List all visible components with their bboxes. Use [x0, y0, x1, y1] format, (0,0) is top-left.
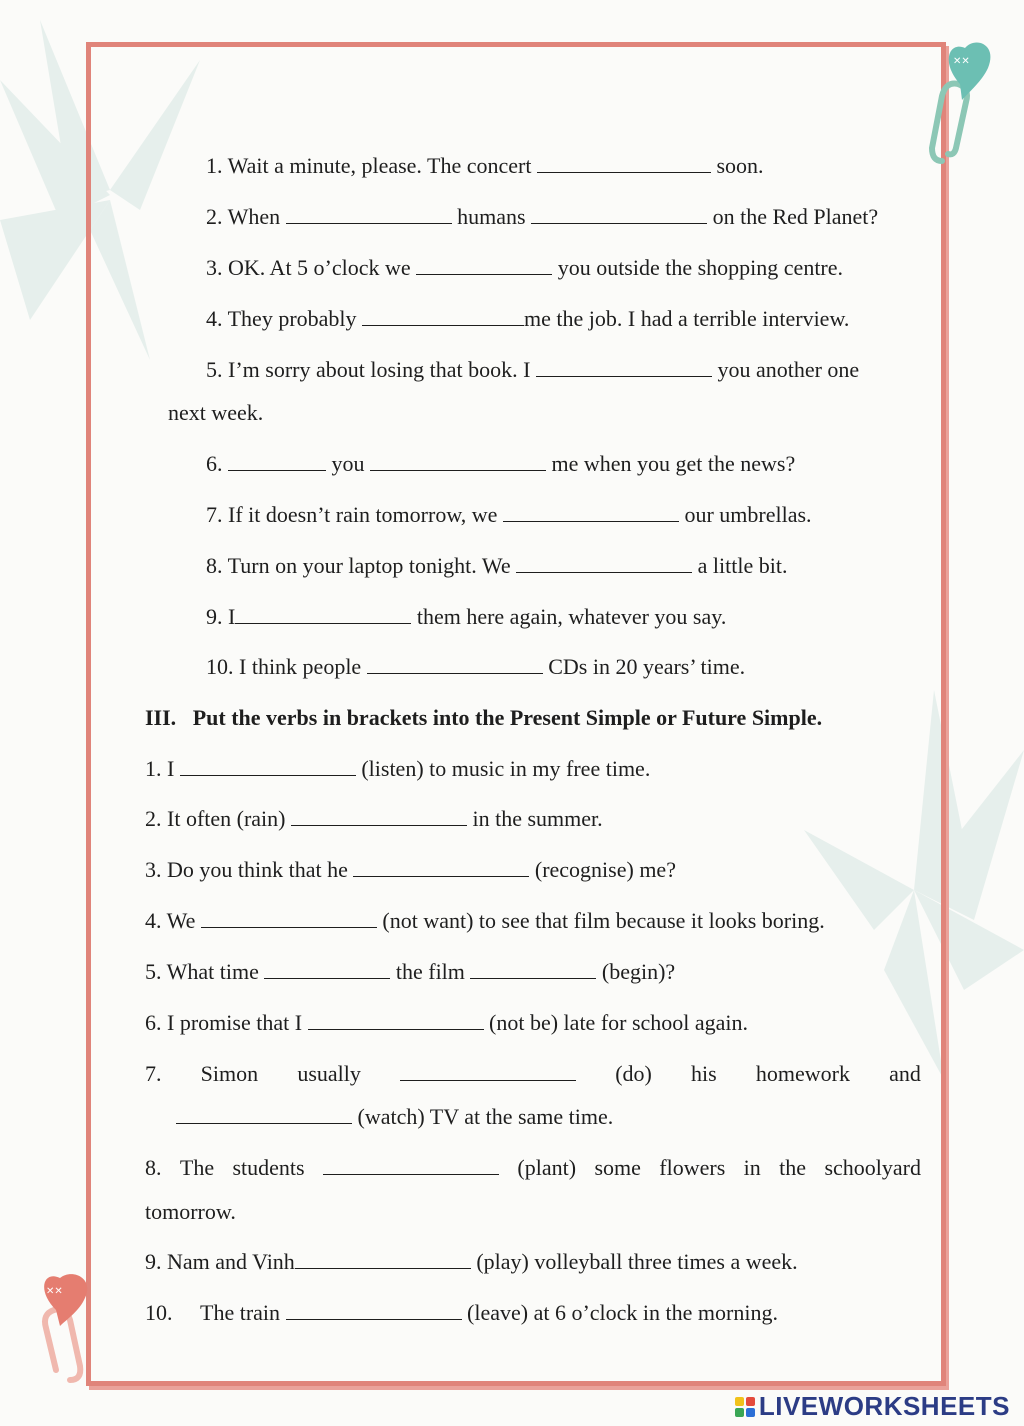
exercise-iii-item-7: 7. Simon usually (do) his homework and — [145, 1061, 921, 1086]
answer-blank[interactable] — [235, 622, 411, 624]
svg-text:✕✕: ✕✕ — [46, 1286, 63, 1297]
answer-blank[interactable] — [201, 926, 377, 928]
exercise-ii-item-10: 10. I think people CDs in 20 years’ time. — [206, 654, 746, 679]
exercise-ii-item-5-continuation: next week. — [168, 400, 264, 425]
answer-blank[interactable] — [362, 324, 524, 326]
answer-blank[interactable] — [367, 672, 543, 674]
liveworksheets-logo: LIVEWORKSHEETS — [735, 1391, 1010, 1422]
section-heading: III. Put the verbs in brackets into the Present Simple or Future Simple. — [145, 705, 823, 730]
answer-blank[interactable] — [286, 222, 452, 224]
answer-blank[interactable] — [353, 875, 529, 877]
exercise-ii-item-7: 7. If it doesn’t rain tomorrow, we our umbrellas. — [206, 502, 812, 527]
logo-mark-icon — [735, 1397, 755, 1417]
exercise-iii-item-9: 9. Nam and Vinh (play) volleyball three times a week. — [145, 1249, 798, 1274]
answer-blank[interactable] — [291, 824, 467, 826]
exercise-iii-item-6: 6. I promise that I (not be) late for school again. — [145, 1010, 749, 1035]
exercise-iii-item-8-continuation: tomorrow. — [145, 1199, 236, 1224]
exercise-iii-item-5: 5. What time the film (begin)? — [145, 959, 676, 984]
answer-blank[interactable] — [286, 1318, 462, 1320]
exercise-ii-item-4: 4. They probably me the job. I had a terrible interview. — [206, 306, 850, 331]
exercise-iii-item-1: 1. I (listen) to music in my free time. — [145, 756, 651, 781]
svg-text:✕✕: ✕✕ — [953, 56, 970, 67]
exercise-ii-item-5: 5. I’m sorry about losing that book. I you another one — [206, 357, 860, 382]
answer-blank[interactable] — [537, 171, 711, 173]
exercise-iii-item-3: 3. Do you think that he (recognise) me? — [145, 857, 676, 882]
exercise-ii-item-6: 6. you me when you get the news? — [206, 451, 796, 476]
answer-blank[interactable] — [370, 469, 546, 471]
answer-blank[interactable] — [531, 222, 707, 224]
answer-blank[interactable] — [470, 977, 596, 979]
answer-blank[interactable] — [323, 1173, 499, 1175]
paperclip-heart-icon — [920, 36, 1000, 176]
answer-blank[interactable] — [264, 977, 390, 979]
exercise-ii-item-9: 9. I them here again, whatever you say. — [206, 604, 727, 629]
exercise-ii-item-1: 1. Wait a minute, please. The concert soon. — [206, 153, 764, 178]
answer-blank[interactable] — [536, 375, 712, 377]
answer-blank[interactable] — [503, 520, 679, 522]
answer-blank[interactable] — [295, 1267, 471, 1269]
answer-blank[interactable] — [516, 571, 692, 573]
answer-blank[interactable] — [400, 1079, 576, 1081]
paperclip-heart-icon-bottom — [30, 1270, 110, 1390]
exercise-iii-item-8: 8. The students (plant) some flowers in the schoolyard — [145, 1155, 921, 1180]
exercise-iii-item-7-continuation: (watch) TV at the same time. — [176, 1103, 613, 1131]
exercise-iii-item-2: 2. It often (rain) in the summer. — [145, 806, 603, 831]
exercise-iii-item-4: 4. We (not want) to see that film because it looks boring. — [145, 908, 825, 933]
answer-blank[interactable] — [180, 774, 356, 776]
answer-blank[interactable] — [416, 273, 552, 275]
answer-blank[interactable] — [176, 1122, 352, 1124]
answer-blank[interactable] — [228, 469, 326, 471]
answer-blank[interactable] — [308, 1028, 484, 1030]
exercise-iii-item-10: 10. The train (leave) at 6 o’clock in the morning. — [145, 1300, 778, 1325]
exercise-ii-item-3: 3. OK. At 5 o’clock we you outside the shopping centre. — [206, 255, 844, 280]
exercise-ii-item-8: 8. Turn on your laptop tonight. We a little bit. — [206, 553, 788, 578]
exercise-ii-item-2: 2. When humans on the Red Planet? — [206, 204, 879, 229]
